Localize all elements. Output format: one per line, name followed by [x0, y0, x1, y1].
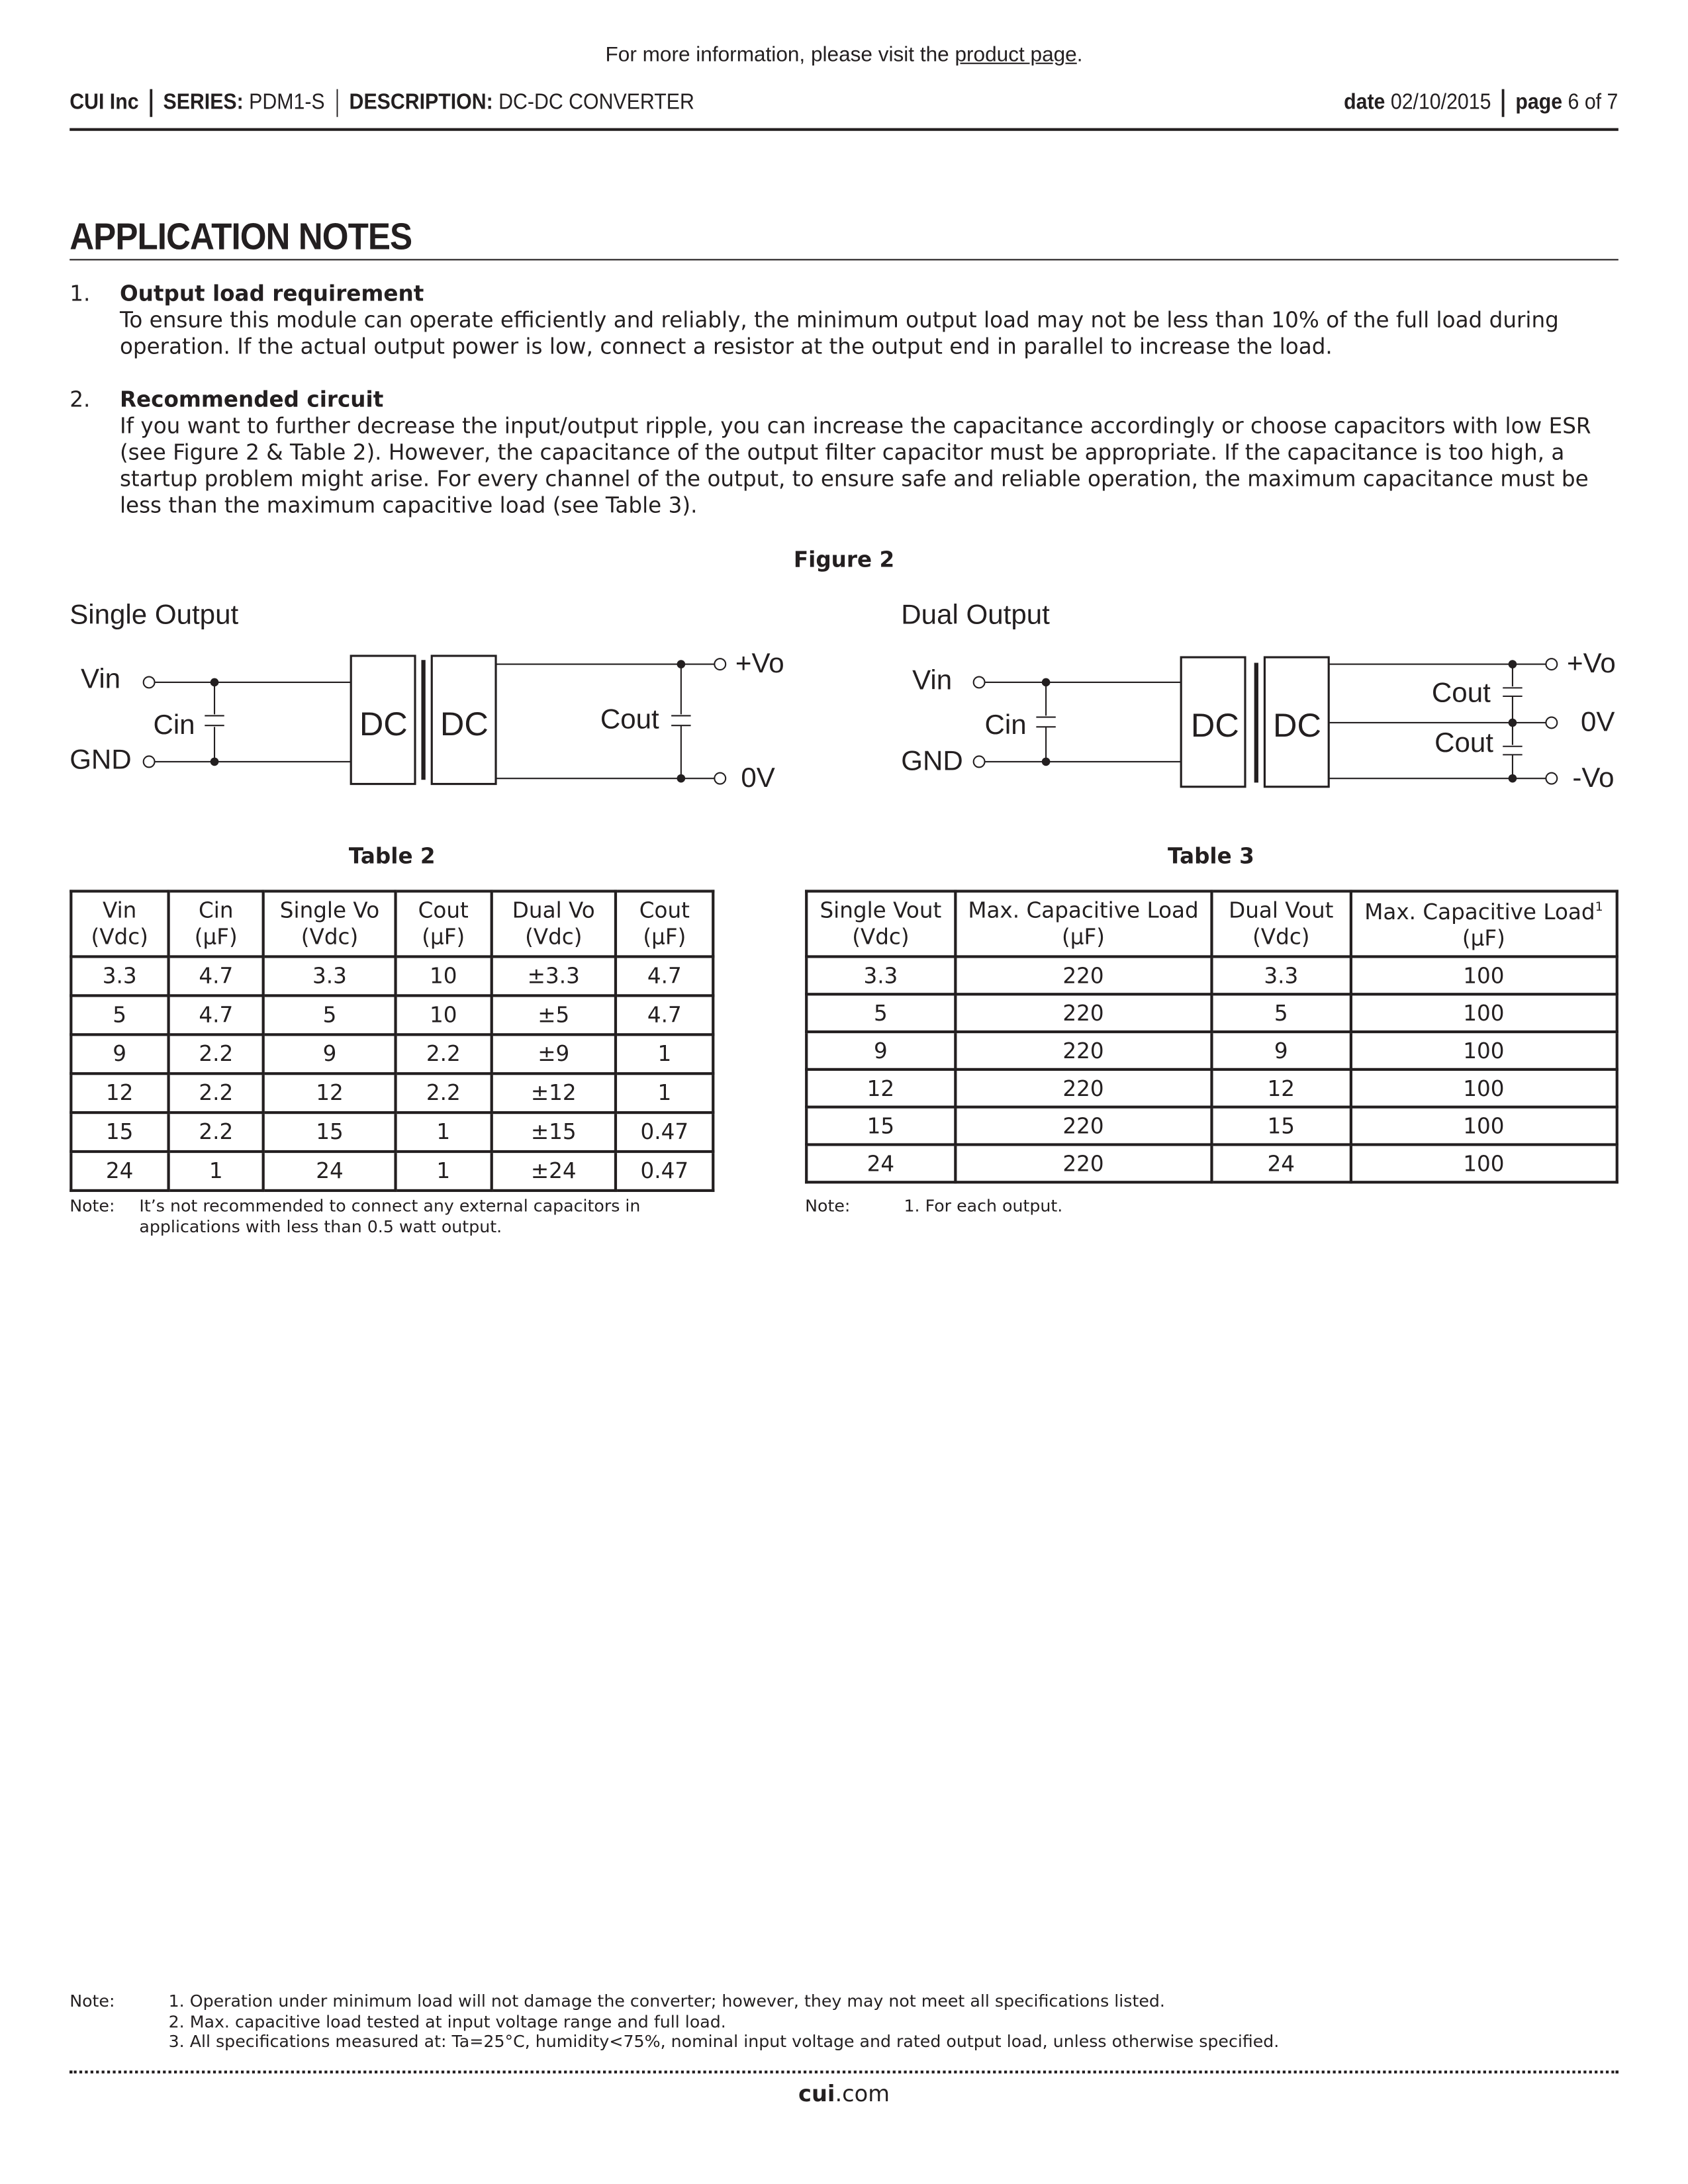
column-header	[616, 891, 713, 957]
table-row	[806, 1069, 1617, 1107]
table-row	[71, 1073, 713, 1113]
table-row	[71, 995, 713, 1034]
label-cout: Cout	[600, 703, 659, 735]
table-cell: 1	[616, 1034, 713, 1073]
table-cell: 24	[1211, 1144, 1350, 1182]
label-cin: Cin	[984, 708, 1027, 740]
circuit-diagrams	[0, 585, 1688, 822]
table-cell: 24	[71, 1152, 168, 1191]
note-number: 1.	[70, 281, 91, 306]
table-cell: 0.47	[616, 1113, 713, 1152]
label-dc-in: DC	[1190, 706, 1239, 745]
table-row	[806, 1032, 1617, 1069]
table-cell: 12	[71, 1073, 168, 1113]
header-unit: (Vdc)	[91, 924, 148, 949]
footer-note: 1. Operation under minimum load will not damage the converter; however, they may not meet all specifications listed.	[168, 1991, 1165, 2011]
column-header	[168, 891, 263, 957]
label-gnd: GND	[70, 743, 132, 775]
footer-domain: .com	[835, 2080, 890, 2107]
header-unit: (µF)	[1462, 926, 1505, 952]
column-header	[1350, 891, 1617, 957]
dual-output-title: Dual Output	[901, 598, 1050, 630]
table-cell: 24	[264, 1152, 396, 1191]
divider	[1503, 89, 1505, 117]
table-cell: 3.3	[264, 956, 396, 995]
header-unit: (µF)	[643, 924, 686, 949]
banner-text: For more information, please visit the	[605, 43, 955, 67]
description-label: DESCRIPTION:	[349, 91, 493, 115]
table-cell: 5	[71, 995, 168, 1034]
table-cell: 220	[955, 1144, 1212, 1182]
table-cell: 12	[806, 1069, 955, 1107]
footer-rule	[70, 2071, 1618, 2073]
table-cell: 1	[168, 1152, 263, 1191]
label-cout-bottom: Cout	[1434, 727, 1494, 758]
table-cell: 220	[955, 1032, 1212, 1069]
product-page-link[interactable]: product page	[955, 43, 1077, 67]
header-unit: (Vdc)	[301, 924, 359, 949]
header-label: Cout	[639, 897, 690, 923]
table-cell: 9	[71, 1034, 168, 1073]
footer-notes	[70, 1991, 1618, 2052]
table-cell: 12	[1211, 1069, 1350, 1107]
table-cell: 2.2	[168, 1113, 263, 1152]
table-cell: 1	[616, 1073, 713, 1113]
table-row	[71, 1113, 713, 1152]
table-cell: ±15	[491, 1113, 616, 1152]
label-gnd: GND	[901, 745, 963, 776]
table-cell: 5	[264, 995, 396, 1034]
table-cell: 220	[955, 956, 1212, 994]
table-cell: 0.47	[616, 1152, 713, 1191]
table-cell: 2.2	[168, 1034, 263, 1073]
divider	[150, 89, 152, 117]
table-cell: 100	[1350, 1032, 1617, 1069]
table-cell: 3.3	[806, 956, 955, 994]
header-unit: (µF)	[1062, 924, 1105, 949]
label-0v: 0V	[1581, 705, 1615, 737]
header-unit: (Vdc)	[525, 924, 583, 949]
header-label: Cout	[418, 897, 469, 923]
header-label: Cin	[199, 897, 234, 923]
footer-brand: cui	[798, 2080, 835, 2107]
label-vo-neg: -Vo	[1572, 761, 1615, 793]
header-rule	[70, 128, 1618, 131]
footer-note: 2. Max. capacitive load tested at input voltage range and full load.	[168, 2011, 726, 2031]
note-label: Note:	[70, 1196, 115, 1216]
note-text: To ensure this module can operate efficiently and reliably, the minimum output load may not be less than 10% of the full load during operation. If the actual output power is low, connect a resistor at the output end in parallel to increase the load.	[119, 307, 1559, 359]
note-text: If you want to further decrease the input/output ripple, you can increase the capacitance accordingly or choose capacitors with low ESR (see Figure 2 & Table 2). However, the capacitance of the output filter capacitor must be appropriate. If the capacitance is too high, a startup problem might arise. For every channel of the output, to ensure safe and reliable operation, the maximum capacitance must be less than the maximum capacitive load (see Table 3).	[119, 413, 1591, 518]
column-header	[806, 891, 955, 957]
label-dc-out: DC	[440, 704, 489, 743]
table-cell: 9	[806, 1032, 955, 1069]
header-label: Max. Capacitive Load	[968, 897, 1199, 923]
table-cell: 100	[1350, 1144, 1617, 1182]
header-unit: (Vdc)	[852, 924, 910, 949]
label-vo-pos: +Vo	[735, 647, 784, 679]
series-label: SERIES:	[163, 91, 244, 115]
date-label: date	[1344, 91, 1385, 115]
table-cell: 2.2	[168, 1073, 263, 1113]
table3	[805, 889, 1618, 1183]
note-item	[70, 387, 1618, 520]
table-cell: 15	[1211, 1107, 1350, 1145]
column-header	[396, 891, 492, 957]
note-label: Note:	[70, 1991, 115, 2011]
header-left	[70, 89, 694, 117]
label-cin: Cin	[153, 708, 195, 740]
table-cell: ±12	[491, 1073, 616, 1113]
table-cell: 4.7	[168, 995, 263, 1034]
table-cell: 3.3	[71, 956, 168, 995]
table-cell: 220	[955, 1069, 1212, 1107]
table-cell: ±24	[491, 1152, 616, 1191]
label-vin: Vin	[81, 662, 121, 694]
label-vo-pos: +Vo	[1566, 647, 1616, 679]
table-row	[806, 1144, 1617, 1182]
table-cell: 4.7	[168, 956, 263, 995]
table-cell: 12	[264, 1073, 396, 1113]
footer-website	[0, 2080, 1688, 2107]
table-cell: 4.7	[616, 956, 713, 995]
page-value: 6 of 7	[1568, 91, 1618, 115]
header-unit: (Vdc)	[1252, 924, 1310, 949]
single-output-title: Single Output	[70, 598, 239, 630]
table-cell: 10	[396, 956, 492, 995]
table-cell: 1	[396, 1152, 492, 1191]
date-value: 02/10/2015	[1391, 91, 1491, 115]
table-cell: 5	[1211, 994, 1350, 1032]
table-row	[71, 1034, 713, 1073]
table2	[70, 889, 714, 1192]
description-value: DC-DC CONVERTER	[498, 91, 694, 115]
note-text: 1. For each output.	[904, 1196, 1063, 1216]
table-cell: 3.3	[1211, 956, 1350, 994]
header-label: Vin	[103, 897, 137, 923]
header-label: Max. Capacitive Load	[1364, 899, 1595, 925]
table-cell: 5	[806, 994, 955, 1032]
table-cell: 220	[955, 994, 1212, 1032]
divider	[336, 89, 338, 117]
table-cell: 15	[264, 1113, 396, 1152]
label-dc-out: DC	[1273, 706, 1321, 745]
table-cell: 10	[396, 995, 492, 1034]
table-row	[71, 956, 713, 995]
table-cell: 2.2	[396, 1034, 492, 1073]
info-banner	[0, 43, 1688, 67]
table-cell: 1	[396, 1113, 492, 1152]
label-cout-top: Cout	[1431, 676, 1491, 708]
header-label: Dual Vo	[512, 897, 595, 923]
table-cell: 15	[71, 1113, 168, 1152]
footnote-mark: 1	[1595, 901, 1603, 915]
column-header	[491, 891, 616, 957]
label-dc-in: DC	[359, 704, 408, 743]
label-0v: 0V	[741, 761, 775, 793]
table-cell: 100	[1350, 994, 1617, 1032]
header-right	[1344, 89, 1618, 117]
table-row	[71, 1152, 713, 1191]
header-unit: (µF)	[194, 924, 238, 949]
table-cell: 2.2	[396, 1073, 492, 1113]
header-unit: (µF)	[422, 924, 465, 949]
series-value: PDM1-S	[249, 91, 325, 115]
note-title: Recommended circuit	[119, 387, 384, 412]
header-label: Single Vo	[279, 897, 380, 923]
table-cell: 100	[1350, 1069, 1617, 1107]
table2-note	[70, 1196, 724, 1236]
table-cell: 4.7	[616, 995, 713, 1034]
table-row	[806, 994, 1617, 1032]
note-number: 2.	[70, 387, 91, 412]
column-header	[71, 891, 168, 957]
header-label: Dual Vout	[1229, 897, 1334, 923]
table-cell: 24	[806, 1144, 955, 1182]
section-title: APPLICATION NOTES	[70, 216, 412, 258]
company-name: CUI Inc	[70, 91, 139, 115]
banner-end: .	[1076, 43, 1083, 67]
table-cell: ±5	[491, 995, 616, 1034]
table-cell: 100	[1350, 956, 1617, 994]
table-cell: 100	[1350, 1107, 1617, 1145]
header-label: Single Vout	[820, 897, 942, 923]
table-cell: 15	[806, 1107, 955, 1145]
column-header	[264, 891, 396, 957]
note-title: Output load requirement	[119, 281, 424, 306]
note-text: It’s not recommended to connect any external capacitors in applications with less than 0.5 watt output.	[139, 1196, 641, 1236]
column-header	[1211, 891, 1350, 957]
note-label: Note:	[805, 1196, 851, 1216]
table-cell: 220	[955, 1107, 1212, 1145]
table-cell: 9	[1211, 1032, 1350, 1069]
table-row	[806, 1107, 1617, 1145]
label-vin: Vin	[912, 664, 953, 696]
table-row	[806, 956, 1617, 994]
table3-title: Table 3	[1168, 844, 1254, 869]
note-item	[70, 281, 1618, 361]
figure-title: Figure 2	[793, 547, 895, 572]
table-cell: 9	[264, 1034, 396, 1073]
table3-note	[805, 1196, 1613, 1216]
section-rule	[70, 259, 1618, 260]
footer-note: 3. All specifications measured at: Ta=25°C, humidity<75%, nominal input voltage and rated output load, unless otherwise specified.	[168, 2031, 1280, 2052]
column-header	[955, 891, 1212, 957]
table-cell: ±9	[491, 1034, 616, 1073]
table-cell: ±3.3	[491, 956, 616, 995]
table2-title: Table 2	[348, 844, 436, 869]
page-label: page	[1515, 91, 1563, 115]
